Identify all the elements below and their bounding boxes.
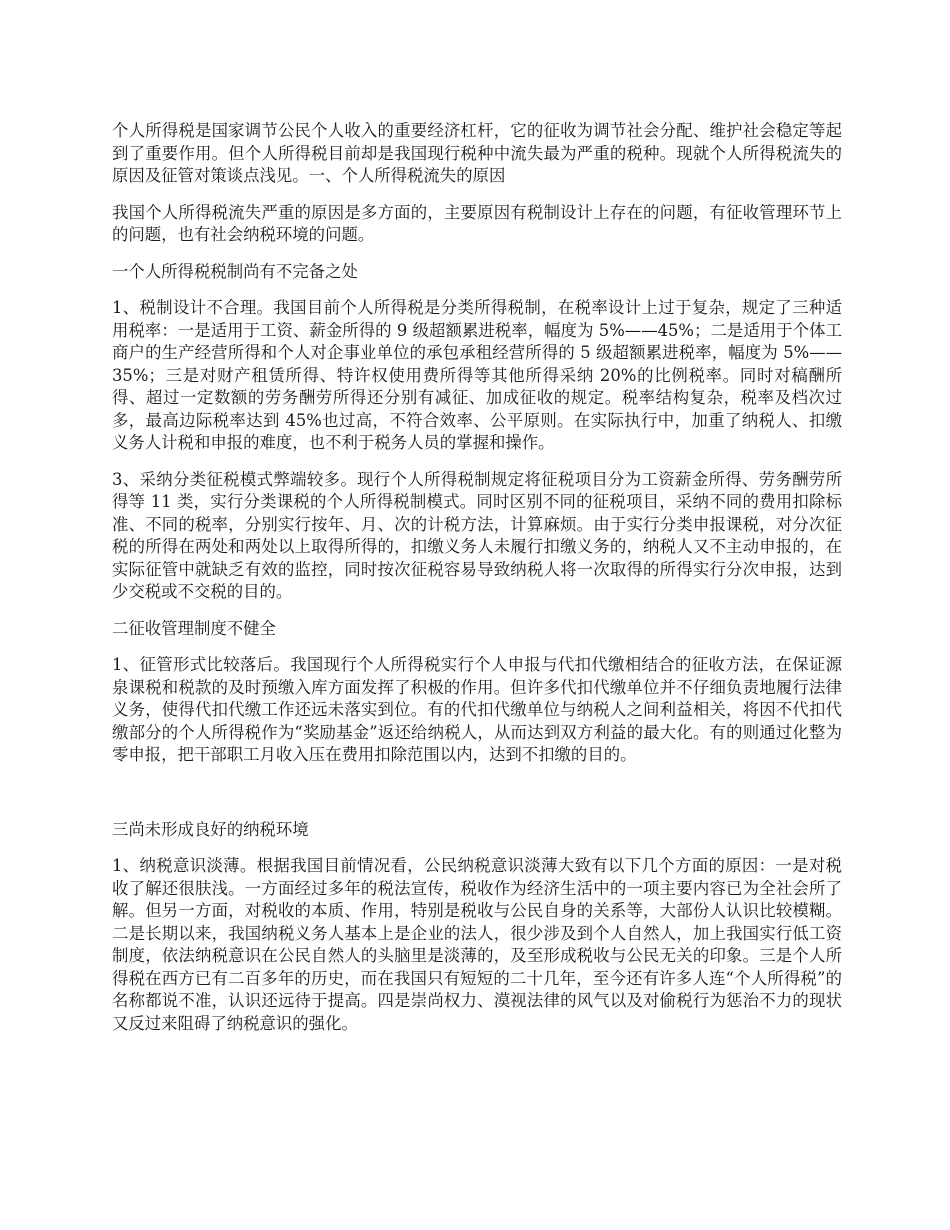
causes-overview-paragraph: 我国个人所得税流失严重的原因是多方面的，主要原因有税制设计上存在的问题，有征收管理环节上的问题，也有社会纳税环境的问题。 <box>112 202 842 244</box>
tax-rate-design-paragraph: 1、税制设计不合理。我国目前个人所得税是分类所得税制，在税率设计上过于复杂，规定了三种适用税率：一是适用于工资、薪金所得的 9 级超额累进税率，幅度为 5%——45%；二是适用于个体工商户的生产经营所得和个人对企事业单位的承包承租经营所得的 5 级超额累进税率，幅度为 5%——35%；三是对财产租赁所得、特许权使用费所得等其他所得采纳 20%的比例税率。同时对稿酬所得、超过一定数额的劳务酬劳所得还分别有减征、加成征收的规定。税率结构复杂，税率及档次过多，最高边际税率达到 45%也过高，不符合效率、公平原则。在实际执行中，加重了纳税人、扣缴义务人计税和申报的难度，也不利于税务人员的掌握和操作。 <box>112 298 842 452</box>
collection-form-paragraph: 1、征管形式比较落后。我国现行个人所得税实行个人申报与代扣代缴相结合的征收方法，在保证源泉课税和税款的及时预缴入库方面发挥了积极的作用。但许多代扣代缴单位并不仔细负责地履行法律义务，使得代扣代缴工作还远未落实到位。有的代扣代缴单位与纳税人之间利益相关，将因不代扣代缴部分的个人所得税作为“奖励基金”返还给纳税人，从而达到双方利益的最大化。有的则通过化整为零申报，把干部职工月收入压在费用扣除范围以内，达到不扣缴的目的。 <box>112 655 842 764</box>
tax-awareness-paragraph: 1、纳税意识淡薄。根据我国目前情况看，公民纳税意识淡薄大致有以下几个方面的原因：一是对税收了解还很肤浅。一方面经过多年的税法宣传，税收作为经济生活中的一项主要内容已为全社会所了解。但另一方面，对税收的本质、作用，特别是税收与公民自身的关系等，大部份人认识比较模糊。二是长期以来，我国纳税义务人基本上是企业的法人，很少涉及到个人自然人，加上我国实行低工资制度，依法纳税意识在公民自然人的头脑里是淡薄的，及至形成税收与公民无关的印象。三是个人所得税在西方已有二百多年的历史，而在我国只有短短的二十几年，至今还有许多人连“个人所得税”的名称都说不准，认识还远待于提高。四是崇尚权力、漠视法律的风气以及对偷税行为惩治不力的现状又反过来阻碍了纳税意识的强化。 <box>112 856 842 1033</box>
document-page <box>112 120 842 1049</box>
section-heading-tax-environment: 三尚未形成良好的纳税环境 <box>112 819 309 839</box>
intro-paragraph: 个人所得税是国家调节公民个人收入的重要经济杠杆，它的征收为调节社会分配、维护社会稳定等起到了重要作用。但个人所得税目前却是我国现行税种中流失最为严重的税种。现就个人所得税流失的原因及征管对策谈点浅见。一、个人所得税流失的原因 <box>112 121 842 185</box>
blank-spacer <box>112 781 842 819</box>
section-heading-tax-system: 一个人所得税税制尚有不完备之处 <box>112 261 358 281</box>
section-heading-collection-management: 二征收管理制度不健全 <box>112 618 276 638</box>
classified-tax-model-paragraph: 3、采纳分类征税模式弊端较多。现行个人所得税制规定将征税项目分为工资薪金所得、劳务酬劳所得等 11 类，实行分类课税的个人所得税制模式。同时区别不同的征税项目，采纳不同的费用扣除标准、不同的税率，分别实行按年、月、次的计税方法，计算麻烦。由于实行分类申报课税，对分次征税的所得在两处和两处以上取得所得的，扣缴义务人未履行扣缴义务的，纳税人又不主动申报的，在实际征管中就缺乏有效的监控，同时按次征税容易导致纳税人将一次取得的所得实行分次申报，达到少交税或不交税的目的。 <box>112 469 842 601</box>
